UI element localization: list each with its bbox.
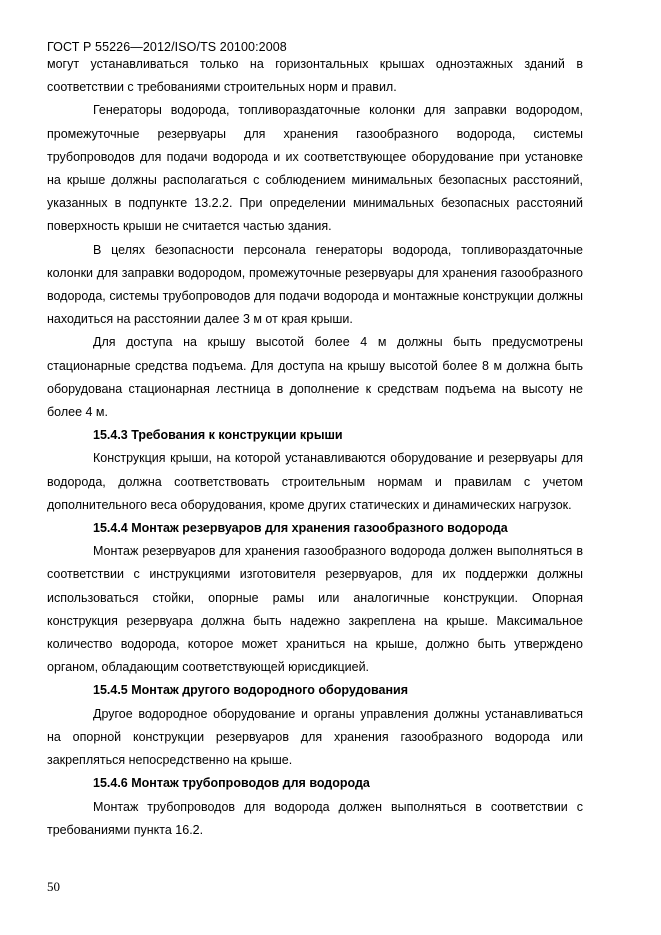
- paragraph: Для доступа на крышу высотой более 4 м должны быть предусмотрены стационарные средства подъема. Для доступа на крышу высотой более 8 м должна быть оборудована стационарная лестница в дополнение к средствам подъема на высоту не более 4 м.: [47, 335, 583, 420]
- document-header: ГОСТ Р 55226—2012/ISO/TS 20100:2008: [47, 40, 287, 54]
- document-body: [47, 53, 583, 842]
- paragraph: могут устанавливаться только на горизонтальных крышах одноэтажных зданий в соответствии с требованиями строительных норм и правил.: [47, 57, 583, 95]
- section-heading: 15.4.6 Монтаж трубопроводов для водорода: [93, 776, 370, 791]
- paragraph: Генераторы водорода, топливораздаточные колонки для заправки водородом, промежуточные резервуары для хранения газообразного водорода, системы трубопроводов для подачи водорода и их соответствующее оборудование при установке на крыше должны располагаться с соблюдением минимальных безопасных расстояний, указанных в подпункте 13.2.2. При определении минимальных безопасных расстояний поверхность крыши не считается частью здания.: [47, 103, 583, 234]
- section-heading: 15.4.3 Требования к конструкции крыши: [93, 428, 343, 443]
- paragraph: Монтаж трубопроводов для водорода должен выполняться в соответствии с требованиями пункта 16.2.: [47, 799, 583, 837]
- paragraph: Монтаж резервуаров для хранения газообразного водорода должен выполняться в соответствии с инструкциями изготовителя резервуаров, для их поддержки должны использоваться стойки, опорные рамы или аналогичные конструкции. Опорная конструкция резервуара должна быть надежно закреплена на крыше. Максимальное количество водорода, которое может храниться на крыше, должно быть утверждено органом, обладающим соответствующей юрисдикцией.: [47, 544, 583, 675]
- paragraph: В целях безопасности персонала генераторы водорода, топливораздаточные колонки для заправки водородом, промежуточные резервуары для хранения газообразного водорода, системы трубопроводов для подачи водорода и монтажные конструкции должны находиться на расстоянии далее 3 м от края крыши.: [47, 242, 583, 327]
- paragraph: Конструкция крыши, на которой устанавливаются оборудование и резервуары для водорода, должна соответствовать строительным нормам и правилам с учетом дополнительного веса оборудования, кроме других статических и динамических нагрузок.: [47, 451, 583, 512]
- paragraph: Другое водородное оборудование и органы управления должны устанавливаться на опорной конструкции резервуаров для хранения газообразного водорода или закрепляться непосредственно на крыше.: [47, 706, 583, 768]
- page-number: 50: [47, 879, 60, 894]
- section-heading: 15.4.4 Монтаж резервуаров для хранения газообразного водорода: [93, 521, 508, 536]
- section-heading: 15.4.5 Монтаж другого водородного оборудования: [93, 683, 409, 698]
